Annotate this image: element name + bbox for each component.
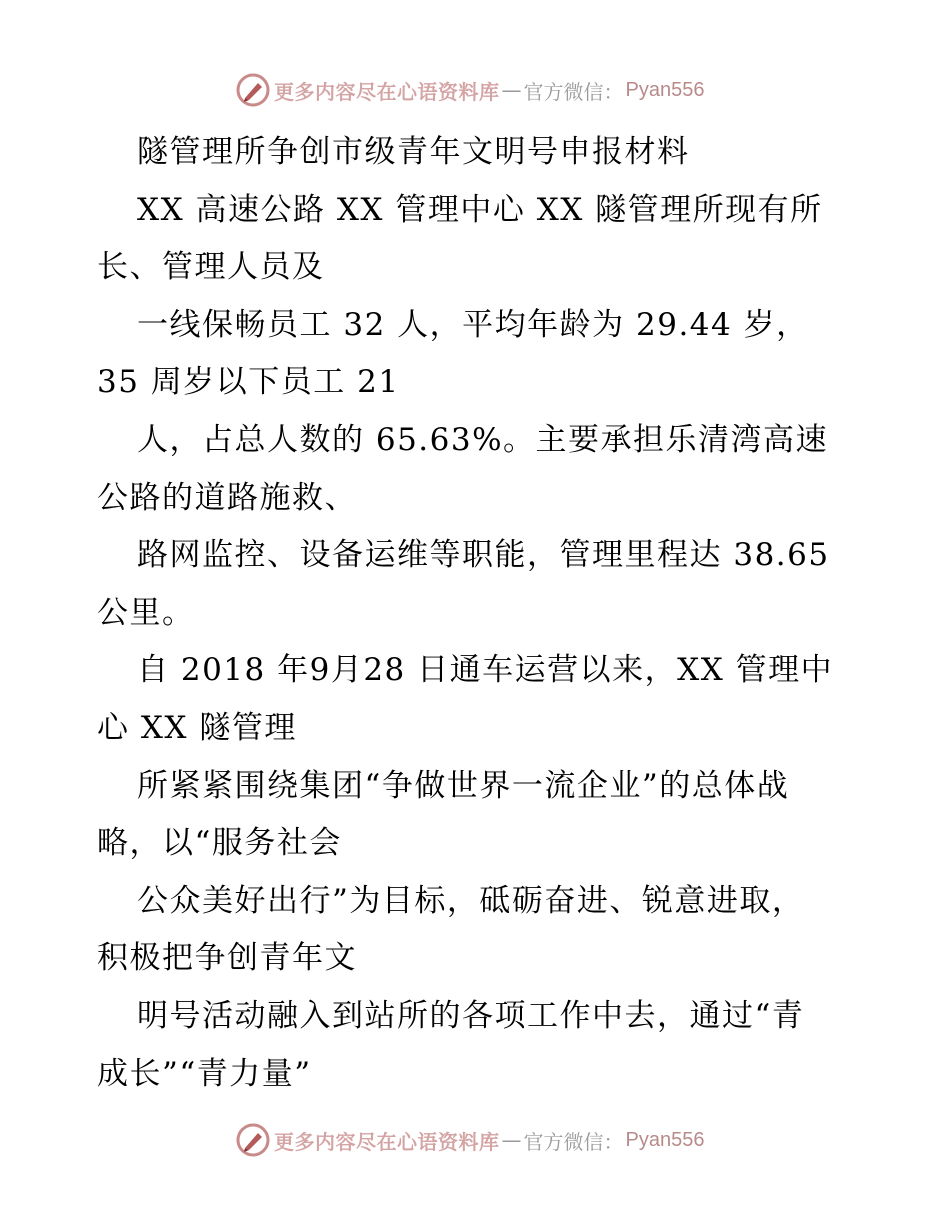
paragraph-line: 所紧紧围绕集团“争做世界一流企业”的总体战 [137,767,790,804]
paragraph-line: 35 周岁以下员工 21 [97,364,400,401]
watermark-wechat-id: Pyan556 [625,78,705,101]
paragraph-line: 明号活动融入到站所的各项工作中去，通过“青 [137,997,805,1034]
footer-watermark [236,1122,716,1158]
paragraph-line: 成长”“青力量” [97,1055,312,1092]
pen-nib-logo-icon [236,1123,270,1157]
paragraph-line: 略，以“服务社会 [97,825,342,862]
paragraph-line: 长、管理人员及 [97,249,325,286]
watermark-wechat-id: Pyan556 [625,1128,705,1151]
paragraph-line: 公众美好出行”为目标，砥砺奋进、锐意进取， [137,882,805,919]
paragraph-line: 心 XX 隧管理 [97,709,297,746]
paragraph-line: 自 2018 年9月28 日通车运营以来，XX 管理中 [137,652,834,689]
paragraph-line: 一线保畅员工 32 人，平均年龄为 29.44 岁， [137,306,809,343]
paragraph-line: XX 高速公路 XX 管理中心 XX 隧管理所现有所 [137,191,823,228]
watermark-text: 更多内容尽在心语资料库 [274,1129,500,1154]
watermark-wechat-label: 官方微信： [523,1129,624,1154]
document-body [97,124,857,1103]
paragraph-line: 人，占总人数的 65.63%。主要承担乐清湾高速 [137,421,829,458]
paragraph-line: 公路的道路施救、 [97,479,357,516]
header-watermark [236,72,716,108]
document-title: 隧管理所争创市级青年文明号申报材料 [137,134,690,170]
watermark-wechat-label: 官方微信： [523,79,624,104]
watermark-text: 更多内容尽在心语资料库 [274,79,500,104]
paragraph-line: 积极把争创青年文 [97,940,357,977]
pen-nib-logo-icon [236,73,270,107]
watermark-dash: — [501,1128,522,1152]
paragraph-line: 公里。 [97,594,195,631]
watermark-dash: — [501,78,522,102]
paragraph-line: 路网监控、设备运维等职能，管理里程达 38.65 [137,537,830,574]
